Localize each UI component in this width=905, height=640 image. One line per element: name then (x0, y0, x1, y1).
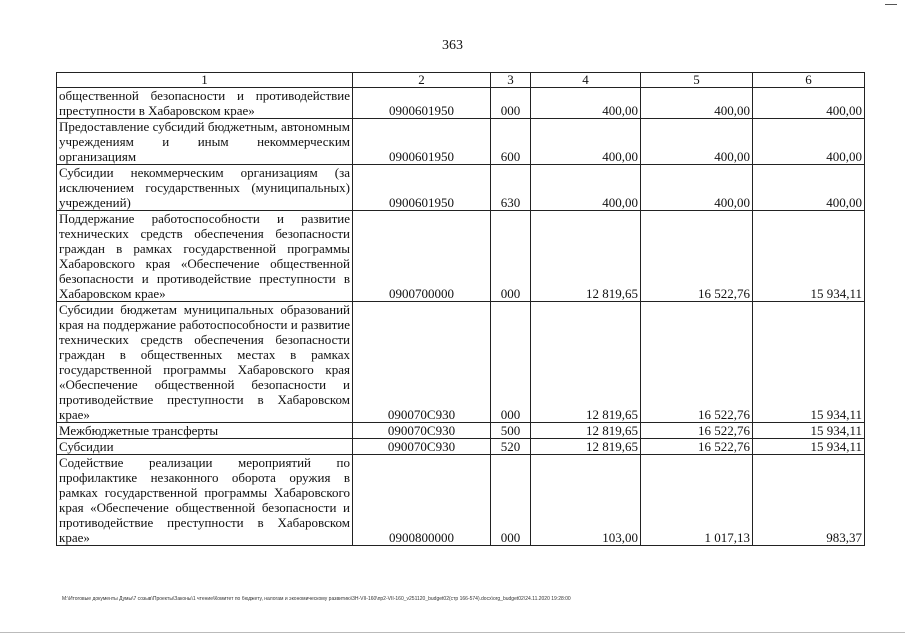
row-type-cell: 500 (491, 423, 531, 439)
table-row (57, 302, 865, 423)
row-value-2-cell: 16 522,76 (641, 423, 753, 439)
row-name-cell: Субсидии (57, 439, 353, 455)
table-row (57, 88, 865, 119)
row-name-cell: общественной безопасности и противодействие преступности в Хабаровском крае» (57, 88, 353, 119)
row-code-cell: 090070С930 (353, 423, 491, 439)
row-type-cell: 000 (491, 88, 531, 119)
row-value-1-cell: 12 819,65 (531, 211, 641, 302)
table-row (57, 165, 865, 211)
row-type-cell: 600 (491, 119, 531, 165)
row-value-3-cell: 15 934,11 (753, 302, 865, 423)
column-number-6: 6 (753, 73, 865, 88)
table-row (57, 119, 865, 165)
bottom-divider (0, 632, 905, 633)
row-name-cell: Содействие реализации мероприятий по профилактике незаконного оборота оружия в рамках государственной программы Хабаровского края «Обеспечение общественной безопасности и противодействие преступности в Хабаровском крае» (57, 455, 353, 546)
row-name-cell: Межбюджетные трансферты (57, 423, 353, 439)
row-code-cell: 0900700000 (353, 211, 491, 302)
table-header-row (57, 73, 865, 88)
row-value-3-cell: 15 934,11 (753, 211, 865, 302)
row-value-2-cell: 16 522,76 (641, 302, 753, 423)
row-value-1-cell: 400,00 (531, 88, 641, 119)
row-value-2-cell: 400,00 (641, 88, 753, 119)
row-value-1-cell: 103,00 (531, 455, 641, 546)
table-row (57, 455, 865, 546)
row-type-cell: 000 (491, 455, 531, 546)
row-code-cell: 0900601950 (353, 165, 491, 211)
row-value-3-cell: 15 934,11 (753, 423, 865, 439)
table-row (57, 439, 865, 455)
row-value-1-cell: 12 819,65 (531, 302, 641, 423)
budget-table (56, 72, 865, 546)
row-code-cell: 0900800000 (353, 455, 491, 546)
column-number-1: 1 (57, 73, 353, 88)
row-value-2-cell: 16 522,76 (641, 439, 753, 455)
row-code-cell: 0900601950 (353, 119, 491, 165)
column-number-3: 3 (491, 73, 531, 88)
row-value-3-cell: 400,00 (753, 88, 865, 119)
row-value-1-cell: 12 819,65 (531, 423, 641, 439)
row-type-cell: 000 (491, 302, 531, 423)
row-value-3-cell: 400,00 (753, 119, 865, 165)
row-code-cell: 090070С930 (353, 439, 491, 455)
budget-table-body (57, 73, 865, 546)
row-type-cell: 520 (491, 439, 531, 455)
row-type-cell: 630 (491, 165, 531, 211)
scan-corner-mark (885, 4, 897, 5)
footer-file-path: M:\Итоговые документы Думы\7 созыв\Проекты\Законы\1 чтение\Комитет по бюджету, налогам и экономическому развитию\3H-VII-160\пр2-VII-160_v251120_budget02(стр 166-574).docx\org_budget02\24.11.2020 19:28:00 (62, 596, 571, 602)
row-value-1-cell: 400,00 (531, 165, 641, 211)
row-value-2-cell: 400,00 (641, 165, 753, 211)
table-row (57, 423, 865, 439)
row-type-cell: 000 (491, 211, 531, 302)
row-name-cell: Субсидии некоммерческим организациям (за исключением государственных (муниципальных) учреждений) (57, 165, 353, 211)
row-value-2-cell: 1 017,13 (641, 455, 753, 546)
row-value-2-cell: 16 522,76 (641, 211, 753, 302)
column-number-4: 4 (531, 73, 641, 88)
row-value-1-cell: 400,00 (531, 119, 641, 165)
row-name-cell: Субсидии бюджетам муниципальных образований края на поддержание работоспособности и развитие технических средств обеспечения безопасности граждан в общественных местах в рамках государственной программы Хабаровского края «Обеспечение общественной безопасности и противодействие преступности в Хабаровском крае» (57, 302, 353, 423)
row-value-3-cell: 400,00 (753, 165, 865, 211)
row-value-3-cell: 983,37 (753, 455, 865, 546)
page-number: 363 (442, 38, 463, 53)
row-name-cell: Поддержание работоспособности и развитие технических средств обеспечения безопасности граждан в рамках государственной программы Хабаровского края «Обеспечение общественной безопасности и противодействие преступности в Хабаровском крае» (57, 211, 353, 302)
row-value-3-cell: 15 934,11 (753, 439, 865, 455)
row-code-cell: 090070С930 (353, 302, 491, 423)
row-name-cell: Предоставление субсидий бюджетным, автономным учреждениям и иным некоммерческим организациям (57, 119, 353, 165)
row-value-2-cell: 400,00 (641, 119, 753, 165)
row-code-cell: 0900601950 (353, 88, 491, 119)
column-number-2: 2 (353, 73, 491, 88)
row-value-1-cell: 12 819,65 (531, 439, 641, 455)
column-number-5: 5 (641, 73, 753, 88)
table-row (57, 211, 865, 302)
